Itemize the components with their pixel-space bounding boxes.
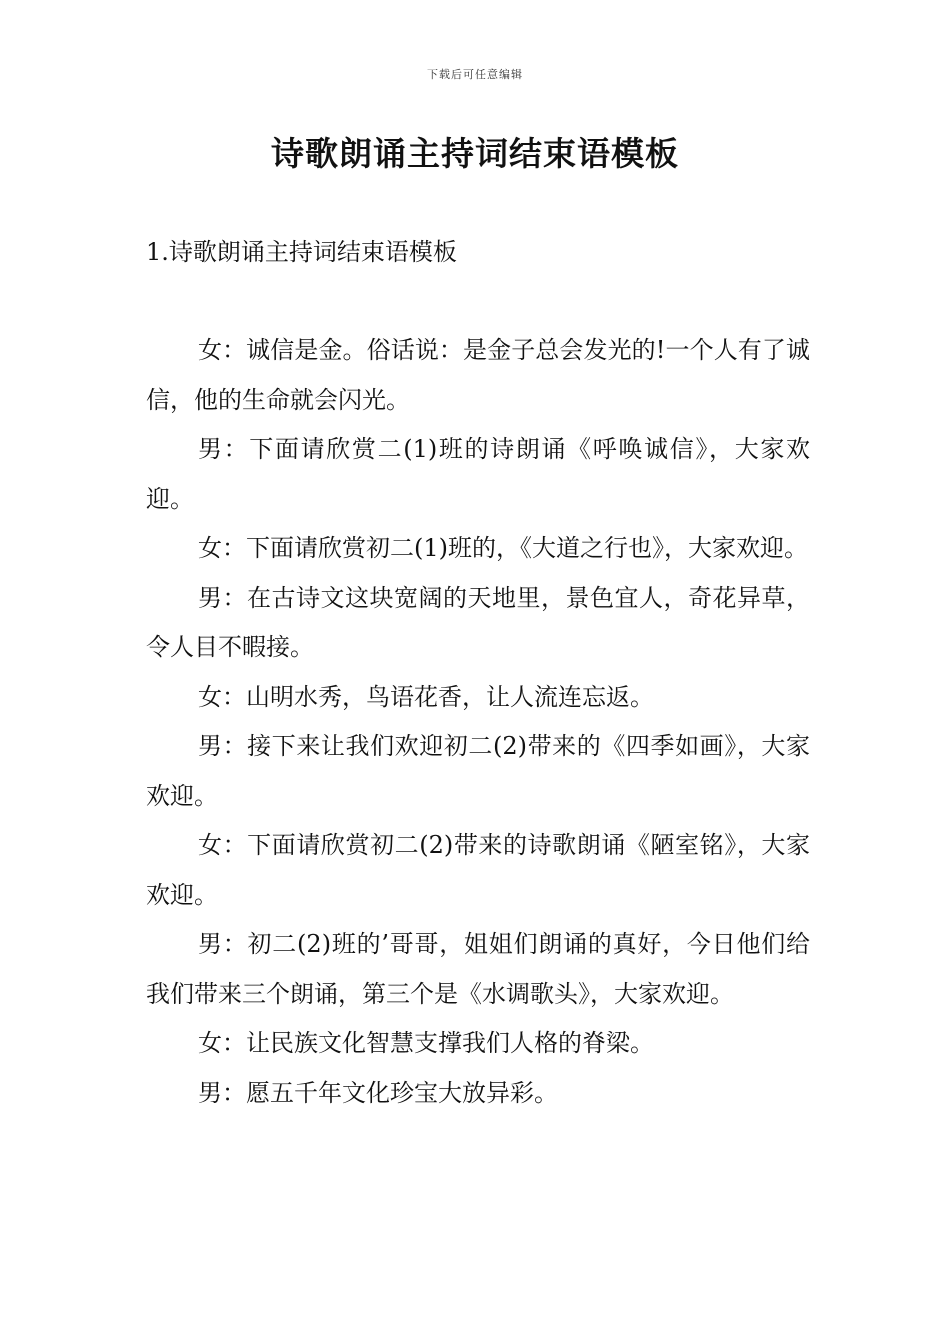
paragraph: 男：接下来让我们欢迎初二(2)带来的《四季如画》，大家欢迎。: [146, 732, 810, 810]
section-heading: 1.诗歌朗诵主持词结束语模板: [146, 238, 457, 266]
body-text: [146, 326, 810, 1118]
header-note: 下载后可任意编辑: [427, 68, 523, 81]
paragraph: 男：在古诗文这块宽阔的天地里，景色宜人，奇花异草，令人目不暇接。: [146, 583, 810, 661]
paragraph: 男：愿五千年文化珍宝大放异彩。: [198, 1078, 558, 1107]
paragraph: 女：下面请欣赏初二(2)带来的诗歌朗诵《陋室铭》，大家欢迎。: [146, 831, 810, 909]
paragraph: 女：山明水秀，鸟语花香，让人流连忘返。: [198, 682, 654, 711]
paragraph: 女：诚信是金。俗话说：是金子总会发光的!一个人有了诚信，他的生命就会闪光。: [146, 336, 810, 414]
paragraph: 男：下面请欣赏二(1)班的诗朗诵《呼唤诚信》，大家欢迎。: [146, 435, 810, 513]
paragraph: 女：下面请欣赏初二(1)班的，《大道之行也》，大家欢迎。: [198, 534, 808, 562]
paragraph: 女：让民族文化智慧支撑我们人格的脊梁。: [198, 1029, 654, 1057]
paragraph: 男：初二(2)班的’哥哥，姐姐们朗诵的真好，今日他们给我们带来三个朗诵，第三个是《水调歌头》，大家欢迎。: [146, 930, 810, 1008]
document-title: 诗歌朗诵主持词结束语模板: [271, 134, 679, 173]
